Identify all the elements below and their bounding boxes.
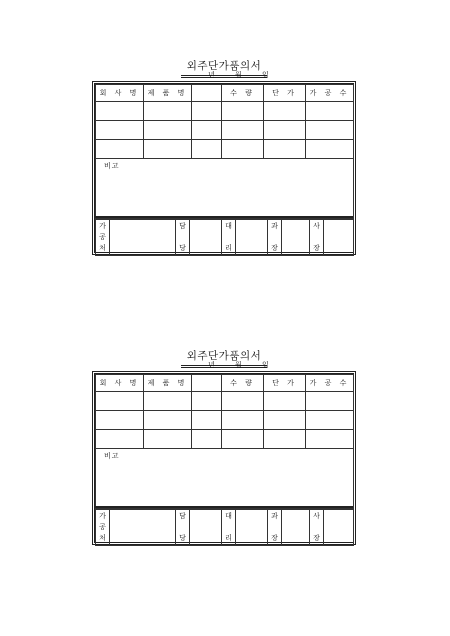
cell[interactable] (192, 140, 222, 159)
form-sheet (92, 81, 356, 255)
processor-label: 가 공 처 (96, 509, 110, 546)
col-product: 제 품 명 (144, 85, 192, 102)
manager-sign-field[interactable] (282, 509, 310, 546)
cell[interactable] (264, 121, 306, 140)
cell[interactable] (306, 411, 354, 430)
col-quantity: 수 량 (222, 375, 264, 392)
processor-field[interactable] (110, 219, 176, 256)
staff-sign-field[interactable] (190, 509, 222, 546)
date-month-label: 월 (235, 361, 242, 369)
cell[interactable] (144, 121, 192, 140)
col-unit-price: 단 가 (264, 85, 306, 102)
deputy-label: 대 리 (222, 219, 236, 256)
cell[interactable] (222, 392, 264, 411)
cell[interactable] (306, 121, 354, 140)
cell[interactable] (264, 140, 306, 159)
cell[interactable] (96, 430, 144, 449)
table-row (96, 392, 354, 411)
col-quantity: 수 량 (222, 85, 264, 102)
cell[interactable] (222, 140, 264, 159)
signature-table (95, 508, 354, 546)
date-line (208, 70, 275, 80)
remark-row (96, 449, 354, 510)
table-row (96, 140, 354, 159)
president-label: 사 장 (310, 219, 324, 256)
remark-row (96, 159, 354, 220)
col-product: 제 품 명 (144, 375, 192, 392)
table-row (96, 430, 354, 449)
signature-block (95, 506, 353, 544)
date-day-label: 일 (262, 71, 269, 79)
president-sign-field[interactable] (324, 509, 354, 546)
cell[interactable] (222, 121, 264, 140)
date-line (208, 360, 275, 370)
cell[interactable] (96, 392, 144, 411)
cell[interactable] (222, 102, 264, 121)
signature-table (95, 218, 354, 256)
cell[interactable] (306, 102, 354, 121)
cell[interactable] (192, 430, 222, 449)
date-year-label: 년 (208, 361, 215, 369)
col-blank (192, 375, 222, 392)
cell[interactable] (264, 411, 306, 430)
president-sign-field[interactable] (324, 219, 354, 256)
cell[interactable] (96, 140, 144, 159)
cell[interactable] (144, 102, 192, 121)
date-year-label: 년 (208, 71, 215, 79)
date-day-label: 일 (262, 361, 269, 369)
staff-sign-field[interactable] (190, 219, 222, 256)
table-row (96, 121, 354, 140)
staff-label: 담 당 (176, 219, 190, 256)
processor-field[interactable] (110, 509, 176, 546)
form-sheet (92, 371, 356, 545)
cell[interactable] (192, 121, 222, 140)
table-header-row (96, 375, 354, 392)
signature-block (95, 216, 353, 254)
cell[interactable] (144, 411, 192, 430)
remark-label[interactable]: 비고 (96, 159, 354, 220)
cell[interactable] (96, 411, 144, 430)
cell[interactable] (192, 392, 222, 411)
table-row (96, 102, 354, 121)
cell[interactable] (96, 121, 144, 140)
date-month-label: 월 (235, 71, 242, 79)
col-blank (192, 85, 222, 102)
president-label: 사 장 (310, 509, 324, 546)
form-title: 외주단가품의서 (181, 58, 268, 78)
manager-label: 과 장 (268, 509, 282, 546)
cell[interactable] (144, 392, 192, 411)
deputy-sign-field[interactable] (236, 219, 268, 256)
deputy-label: 대 리 (222, 509, 236, 546)
staff-label: 담 당 (176, 509, 190, 546)
cell[interactable] (222, 411, 264, 430)
cell[interactable] (306, 430, 354, 449)
cell[interactable] (144, 430, 192, 449)
col-unit-price: 단 가 (264, 375, 306, 392)
cell[interactable] (192, 102, 222, 121)
cell[interactable] (264, 392, 306, 411)
cell[interactable] (192, 411, 222, 430)
items-table (95, 374, 354, 510)
table-header-row (96, 85, 354, 102)
processor-label: 가 공 처 (96, 219, 110, 256)
table-row (96, 411, 354, 430)
items-table (95, 84, 354, 220)
manager-label: 과 장 (268, 219, 282, 256)
col-processing: 가 공 수 (306, 85, 354, 102)
cell[interactable] (264, 430, 306, 449)
remark-label[interactable]: 비고 (96, 449, 354, 510)
cell[interactable] (306, 140, 354, 159)
form-title: 외주단가품의서 (181, 348, 268, 368)
col-company: 회 사 명 (96, 85, 144, 102)
cell[interactable] (222, 430, 264, 449)
col-processing: 가 공 수 (306, 375, 354, 392)
cell[interactable] (96, 102, 144, 121)
cell[interactable] (306, 392, 354, 411)
deputy-sign-field[interactable] (236, 509, 268, 546)
manager-sign-field[interactable] (282, 219, 310, 256)
cell[interactable] (264, 102, 306, 121)
cell[interactable] (144, 140, 192, 159)
col-company: 회 사 명 (96, 375, 144, 392)
